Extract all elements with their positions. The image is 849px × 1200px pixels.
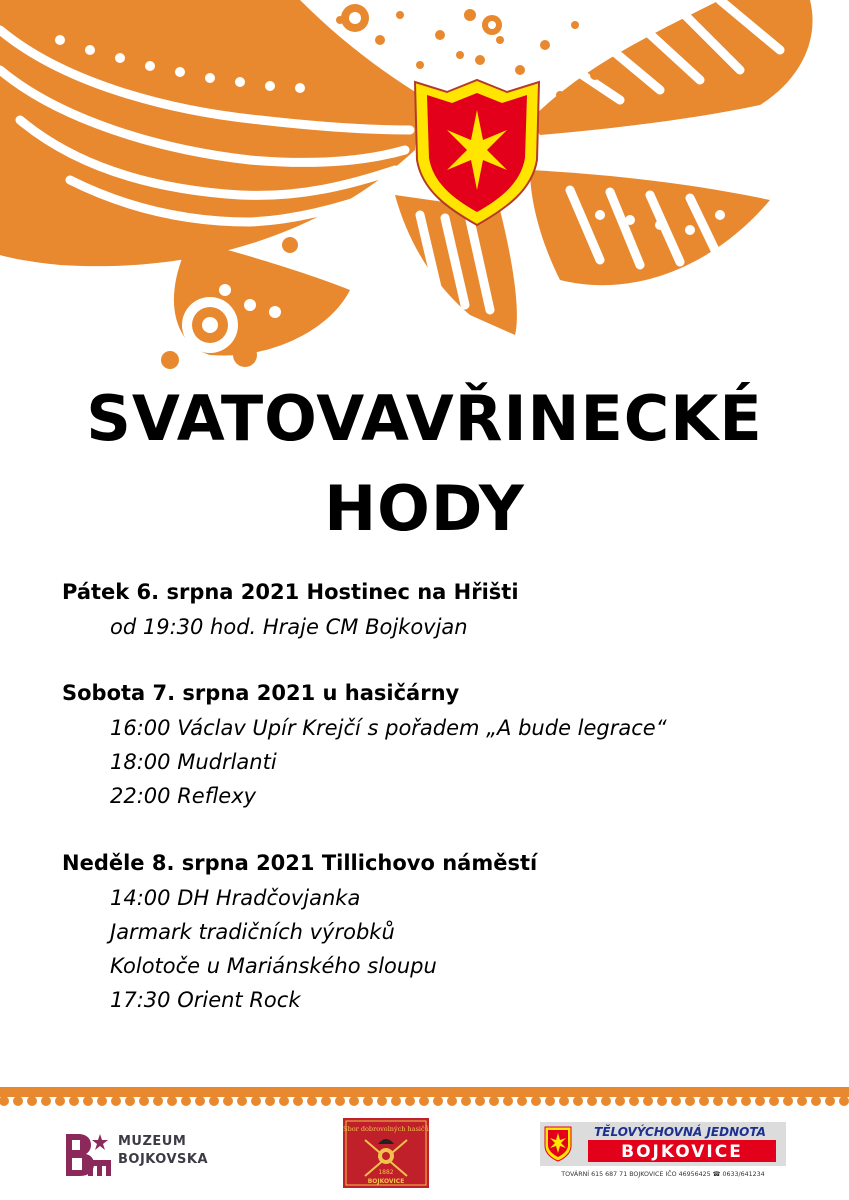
border-scallop — [825, 1096, 835, 1106]
firefighter-year: 1882 — [378, 1169, 394, 1176]
museum-name-line1: MUZEUM — [118, 1134, 187, 1149]
museum-logo — [62, 1130, 222, 1180]
event-item: od 19:30 hod. Hraje CM Bojkovjan — [110, 615, 468, 639]
museum-name-line2: BOJKOVSKA — [118, 1152, 209, 1167]
firefighter-emblem-icon — [343, 1118, 429, 1188]
firefighter-bottom-text: BOJKOVICE — [367, 1178, 405, 1185]
border-scallop — [41, 1096, 51, 1106]
folk-ornament-header — [0, 0, 849, 370]
border-scallop — [209, 1096, 219, 1106]
border-scallop — [797, 1096, 807, 1106]
border-scallop — [251, 1096, 261, 1106]
poster-title-line1: SVATOVAVŘINECKÉ — [86, 382, 763, 455]
border-scallop — [279, 1096, 289, 1106]
border-scallop — [657, 1096, 667, 1106]
poster-title-line2: HODY — [324, 472, 525, 545]
border-scallop — [517, 1096, 527, 1106]
event-item: 16:00 Václav Upír Krejčí s pořadem „A bude legrace“ — [110, 716, 667, 740]
border-scallop — [405, 1096, 415, 1106]
border-scallop — [587, 1096, 597, 1106]
border-scallop — [615, 1096, 625, 1106]
day-heading-sunday: Neděle 8. srpna 2021 Tillichovo náměstí — [62, 851, 538, 875]
border-scallop — [447, 1096, 457, 1106]
museum-logo-icon — [62, 1130, 112, 1180]
border-scallop — [97, 1096, 107, 1106]
event-item: 18:00 Mudrlanti — [110, 750, 277, 774]
border-scallop — [153, 1096, 163, 1106]
border-scallop — [363, 1096, 373, 1106]
border-scallop — [13, 1096, 23, 1106]
border-scallop — [559, 1096, 569, 1106]
border-scallop — [685, 1096, 695, 1106]
tj-name-line1: TĚLOVÝCHOVNÁ JEDNOTA — [594, 1125, 766, 1139]
border-scallop — [503, 1096, 513, 1106]
border-scallop — [349, 1096, 359, 1106]
border-scallop — [223, 1096, 233, 1106]
border-scallop — [433, 1096, 443, 1106]
border-scallop — [573, 1096, 583, 1106]
border-scallop — [111, 1096, 121, 1106]
border-scallop — [601, 1096, 611, 1106]
border-scallop — [335, 1096, 345, 1106]
border-scallop — [125, 1096, 135, 1106]
border-scallop — [545, 1096, 555, 1106]
border-scallop — [419, 1096, 429, 1106]
border-scallop — [769, 1096, 779, 1106]
ornament-footer-border — [0, 1077, 849, 1117]
event-item: Kolotoče u Mariánského sloupu — [110, 954, 437, 978]
border-scallop — [27, 1096, 37, 1106]
border-scallop — [671, 1096, 681, 1106]
border-scallop — [727, 1096, 737, 1106]
border-scallop — [237, 1096, 247, 1106]
border-scallop — [265, 1096, 275, 1106]
border-scallop — [195, 1096, 205, 1106]
border-scallop — [643, 1096, 653, 1106]
border-scallop — [741, 1096, 751, 1106]
day-heading-saturday: Sobota 7. srpna 2021 u hasičárny — [62, 681, 460, 705]
border-scallop — [293, 1096, 303, 1106]
event-item: 17:30 Orient Rock — [110, 988, 301, 1012]
border-scallop — [811, 1096, 821, 1106]
tj-name-line2: BOJKOVICE — [621, 1142, 743, 1162]
tj-address: TOVÁRNÍ 615 687 71 BOJKOVICE IČO 46956425 ☎ 0633/641234 — [561, 1171, 765, 1178]
border-scallop — [0, 1096, 9, 1106]
tj-bojkovice-logo — [540, 1122, 786, 1180]
border-scallop — [783, 1096, 793, 1106]
border-scallop — [377, 1096, 387, 1106]
border-scallop — [139, 1096, 149, 1106]
border-scallop — [181, 1096, 191, 1106]
border-scallop — [55, 1096, 65, 1106]
border-scallop — [83, 1096, 93, 1106]
border-scallop — [755, 1096, 765, 1106]
event-item: 14:00 DH Hradčovjanka — [110, 886, 361, 910]
border-scallop — [839, 1096, 849, 1106]
border-scallop — [475, 1096, 485, 1106]
border-scallop — [391, 1096, 401, 1106]
border-scallop — [489, 1096, 499, 1106]
border-scallop — [699, 1096, 709, 1106]
event-item: Jarmark tradičních výrobků — [110, 920, 395, 944]
day-heading-friday: Pátek 6. srpna 2021 Hostinec na Hřišti — [62, 580, 519, 604]
border-scallop — [629, 1096, 639, 1106]
border-scallop — [321, 1096, 331, 1106]
border-scallop — [307, 1096, 317, 1106]
border-scallop — [531, 1096, 541, 1106]
event-item: 22:00 Reflexy — [110, 784, 257, 808]
border-scallop — [713, 1096, 723, 1106]
border-scallop — [461, 1096, 471, 1106]
border-scallop — [167, 1096, 177, 1106]
firefighter-top-text: Sbor dobrovolných hasičů — [343, 1125, 429, 1133]
border-scallop — [69, 1096, 79, 1106]
